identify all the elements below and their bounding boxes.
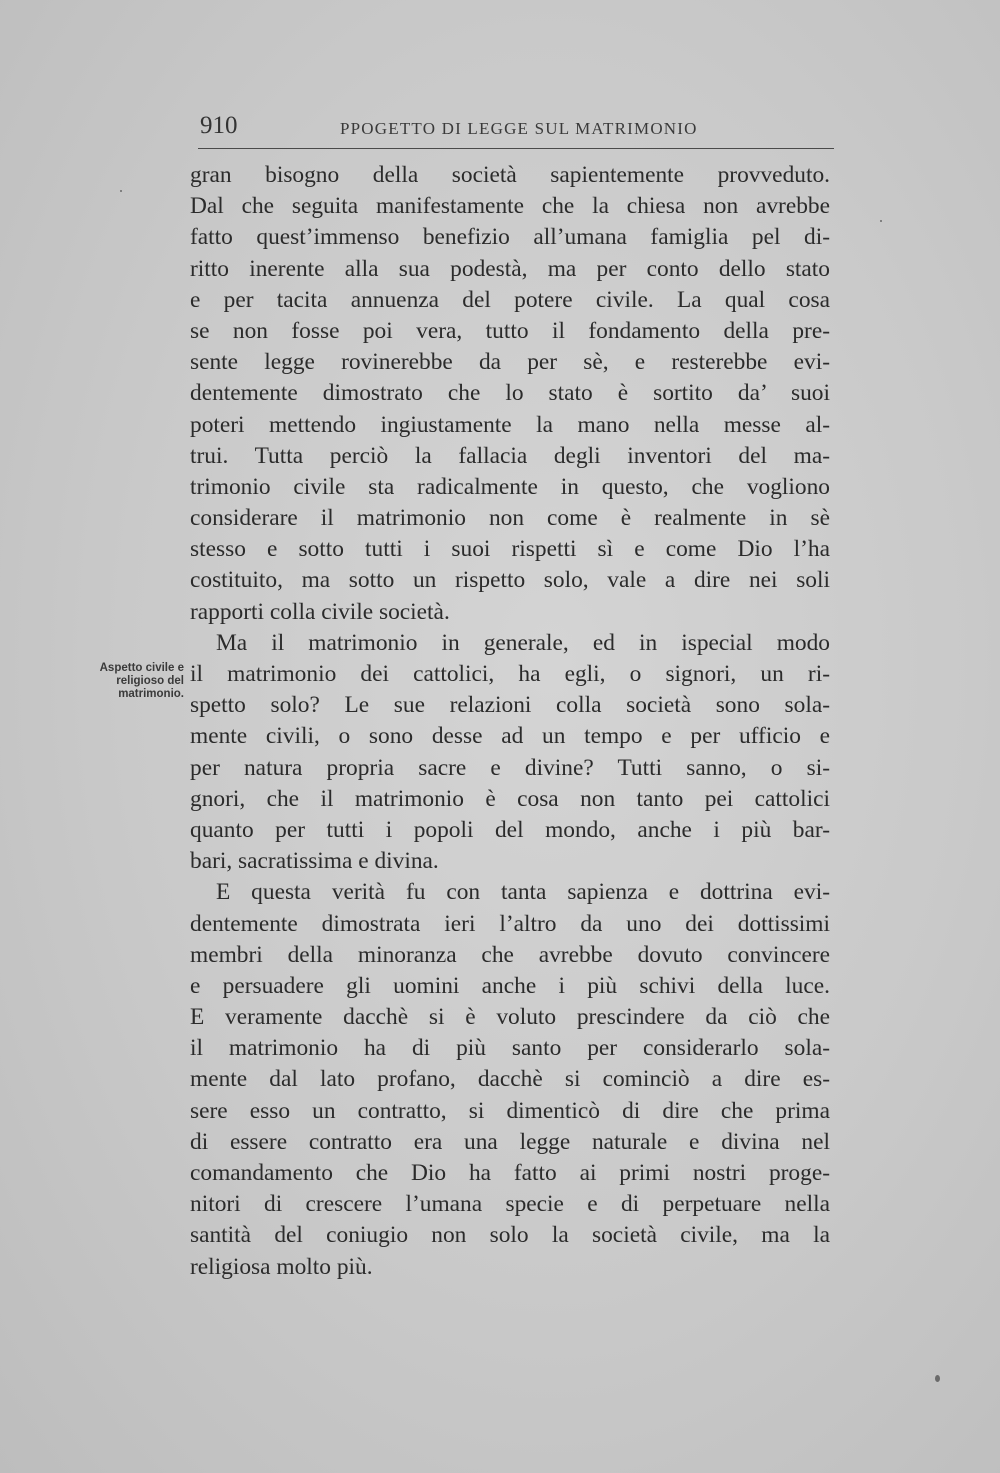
text-line: nitori di crescere l’umana specie e di perpetuare nella (190, 1191, 830, 1218)
text-line: costituito, ma sotto un rispetto solo, vale a dire nei soli (190, 567, 830, 594)
margin-note-line: religioso del (116, 675, 184, 687)
text-line: rapporti colla civile società. (190, 598, 450, 625)
paper-speck (880, 220, 882, 222)
text-line: comandamento che Dio ha fatto ai primi nostri proge- (190, 1160, 830, 1186)
text-line: e persuadere gli uomini anche i più schivi della luce. (190, 972, 830, 999)
text-line: trui. Tutta perciò la fallacia degli inventori del ma- (190, 442, 830, 469)
page-number: 910 (200, 112, 238, 139)
text-line: mente dal lato profano, dacchè si cominciò a dire es- (190, 1066, 830, 1093)
text-line: ritto inerente alla sua podestà, ma per conto dello stato (190, 255, 830, 282)
text-line: santità del coniugio non solo la società civile, ma la (190, 1222, 830, 1249)
paragraph (190, 877, 830, 1282)
text-line: il matrimonio ha di più santo per considerarlo sola- (190, 1035, 830, 1062)
text-line: E veramente dacchè si è voluto prescindere da ciò che (190, 1004, 830, 1031)
text-line: poteri mettendo ingiustamente la mano nella messe al- (190, 411, 830, 438)
text-line: considerare il matrimonio non come è realmente in sè (190, 505, 830, 532)
paper-speck (935, 1375, 940, 1382)
text-line: sente legge rovinerebbe da per sè, e resterebbe evi- (190, 349, 830, 376)
text-line: fatto quest’immenso benefizio all’umana famiglia pel di- (190, 224, 830, 251)
text-line: quanto per tutti i popoli del mondo, anche i più bar- (190, 816, 830, 843)
text-line: per natura propria sacre e divine? Tutti sanno, o si- (190, 754, 830, 781)
text-line: sere esso un contratto, si dimenticò di dire che prima (190, 1097, 830, 1124)
text-line: Ma il matrimonio in generale, ed in ispecial modo (216, 629, 830, 656)
text-line: mente civili, o sono desse ad un tempo e per ufficio e (190, 723, 830, 750)
margin-note-line: matrimonio. (118, 688, 184, 700)
text-line: bari, sacratissima e divina. (190, 848, 439, 875)
text-line: dentemente dimostrato che lo stato è sortito da’ suoi (190, 380, 830, 407)
paragraph (190, 160, 830, 628)
text-line: dentemente dimostrata ieri l’altro da uno dei dottissimi (190, 910, 830, 937)
page-header (198, 108, 834, 149)
text-line: stesso e sotto tutti i suoi rispetti sì e come Dio l’ha (190, 536, 830, 563)
paragraph (190, 628, 830, 878)
text-line: Dal che seguita manifestamente che la chiesa non avrebbe (190, 193, 830, 220)
text-line: gnori, che il matrimonio è cosa non tanto pei cattolici (190, 785, 830, 812)
margin-note (62, 662, 184, 701)
text-line: di essere contratto era una legge naturale e divina nel (190, 1128, 830, 1155)
paper-speck (120, 190, 122, 192)
text-line: se non fosse poi vera, tutto il fondamento della pre- (190, 317, 830, 344)
text-line: gran bisogno della società sapientemente provveduto. (190, 162, 830, 188)
text-line: e per tacita annuenza del potere civile. La qual cosa (190, 286, 830, 313)
text-line: E questa verità fu con tanta sapienza e dottrina evi- (216, 879, 830, 906)
text-line: spetto solo? Le sue relazioni colla società sono sola- (190, 692, 830, 719)
text-line: religiosa molto più. (190, 1253, 373, 1280)
running-title: PPOGETTO DI LEGGE SUL MATRIMONIO (340, 119, 698, 138)
text-line: trimonio civile sta radicalmente in questo, che vogliono (190, 473, 830, 500)
text-line: il matrimonio dei cattolici, ha egli, o signori, un ri- (190, 661, 830, 687)
text-line: membri della minoranza che avrebbe dovuto convincere (190, 941, 830, 968)
body-text (190, 160, 830, 1283)
margin-note-line: Aspetto civile e (99, 662, 184, 674)
